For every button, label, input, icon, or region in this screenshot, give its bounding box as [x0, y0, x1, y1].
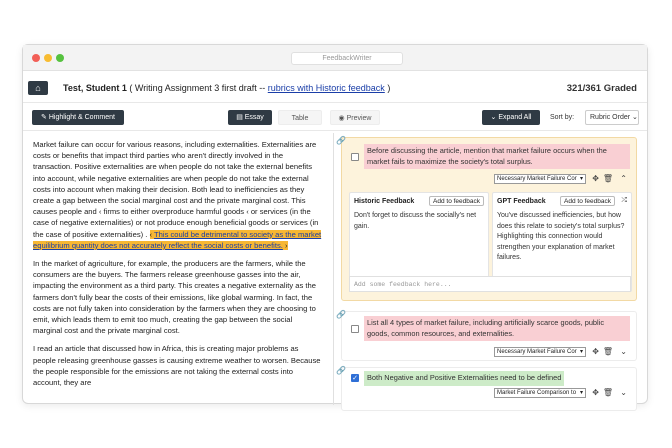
chevron-down-icon[interactable]: ⌄: [620, 388, 627, 397]
category-select[interactable]: Necessary Market Failure Cor ▾: [494, 174, 586, 184]
category-select[interactable]: Necessary Market Failure Cor ▾: [494, 347, 586, 357]
preview-button[interactable]: ◉ Preview: [330, 110, 380, 125]
student-heading: [63, 83, 390, 93]
link-icon[interactable]: 🔗: [336, 136, 346, 145]
add-gpt-feedback-button[interactable]: Add to feedback: [560, 196, 615, 206]
rubric-card: [336, 366, 637, 411]
essay-text: [23, 133, 333, 405]
chevron-down-icon: ⌄: [490, 114, 499, 121]
sort-select[interactable]: Rubric Order ⌄: [585, 110, 639, 125]
assignment-suffix: ): [387, 83, 391, 93]
move-icon[interactable]: ✥: [592, 347, 599, 356]
link-icon[interactable]: 🔗: [336, 310, 346, 319]
gpt-feedback-text: You've discussed inefficiencies, but how does this relate to society's total surplus? Highlighting this connection would strengthen your explanation of market failures.: [497, 212, 625, 261]
url-bar[interactable]: FeedbackWriter: [291, 52, 403, 65]
trash-icon[interactable]: 🗑: [602, 174, 613, 183]
chevron-down-icon[interactable]: ⌄: [620, 347, 627, 356]
rubric-checkbox-checked[interactable]: ✓: [352, 375, 358, 382]
shuffle-icon[interactable]: ⤮: [621, 197, 627, 204]
historic-feedback-text: Don't forget to discuss the socially's net gain.: [354, 212, 477, 230]
chevron-down-icon: ⌄: [632, 114, 638, 121]
graded-count: 321/361 Graded: [566, 83, 637, 94]
assignment-prefix: ( Writing Assignment 3 first draft --: [129, 83, 266, 93]
essay-paragraph: In the market of agriculture, for example, the producers are the farmers, while the consumers are the buyers. The farmers release greenhouse gasses into the air, impacting the environment as a third party. This creates a negative externality as the farmers don't fully bear the costs of their emissions, like global warming. In fact, the costs are not fully taken into consideration by the farmers when they are choosing to emit, which leads them to emit too much, creating the gap between the social marginal cost and the private marginal cost.: [33, 259, 316, 336]
rubric-link[interactable]: rubrics with Historic feedback: [267, 83, 385, 93]
rubric-checkbox[interactable]: [351, 325, 359, 333]
document-icon: ▤: [236, 114, 245, 121]
maximize-window-button[interactable]: [56, 54, 64, 62]
home-button[interactable]: [28, 81, 48, 95]
trash-icon[interactable]: 🗑: [602, 347, 613, 356]
minimize-window-button[interactable]: [44, 54, 52, 62]
rubric-card: [336, 136, 637, 301]
highlight-comment-button[interactable]: ✎ Highlight & Comment: [32, 110, 124, 125]
rubric-comment: List all 4 types of market failure, including artificially scarce goods, public goods, common resources, and externalities.: [364, 316, 630, 341]
title-bar: [23, 45, 647, 71]
rubric-checkbox[interactable]: [351, 153, 359, 161]
student-name: Test, Student 1: [63, 83, 127, 93]
chevron-up-icon[interactable]: ⌃: [620, 174, 627, 183]
home-icon: ⌂: [35, 83, 41, 93]
sort-label: Sort by:: [550, 114, 575, 121]
expand-all-button[interactable]: ⌄ Expand All: [482, 110, 540, 125]
gpt-feedback-title: GPT Feedback: [497, 198, 546, 205]
rubric-comment: Before discussing the article, mention that market failure occurs when the market fails to maximize the society's total surplus.: [364, 144, 630, 169]
essay-paragraph: I read an article that discussed how in Africa, this is creating major problems as people releasing greenhouse gasses is causing extreme weather to worsen. Because the people responsible for the emissions are not taking the external costs into account, they are: [33, 344, 321, 388]
page-header: [23, 71, 647, 103]
eye-icon: ◉: [338, 115, 347, 122]
table-view-button[interactable]: Table: [278, 110, 322, 125]
feedback-panel: [337, 137, 649, 405]
firms-tag[interactable]: ‹ firms: [98, 207, 120, 217]
panel-divider: [333, 133, 334, 405]
app-window: [22, 44, 648, 404]
historic-feedback-title: Historic Feedback: [354, 198, 415, 205]
rubric-comment: Both Negative and Positive Externalities need to be defined: [364, 371, 564, 386]
feedback-input[interactable]: Add some feedback here...: [349, 276, 631, 292]
link-icon[interactable]: 🔗: [336, 366, 346, 375]
toolbar: [23, 103, 647, 131]
pen-icon: ✎: [41, 114, 49, 121]
category-select[interactable]: Market Failure Comparison to ▾: [494, 388, 586, 398]
highlighted-passage[interactable]: ‹ This could be detrimental to society as the market equilibrium quantity does not accurately reflect the social costs or benefits. ›: [33, 229, 322, 250]
essay-view-button[interactable]: ▤ Essay: [228, 110, 272, 125]
close-window-button[interactable]: [32, 54, 40, 62]
move-icon[interactable]: ✥: [592, 388, 599, 397]
rubric-card: [336, 310, 637, 361]
add-historic-feedback-button[interactable]: Add to feedback: [429, 196, 484, 206]
move-icon[interactable]: ✥: [592, 174, 599, 183]
essay-paragraph: Market failure can occur for various reasons, including externalities. Externalities are costs or benefits that impact third parties who aren't directly involved in the transaction. Positive externalities are when people do not take the external benefits into account, while negative externalities are when people do not take the external costs into account when making their decision. Both lead to inefficiencies as they create a gap between the social marginal cost and the private marginal cost. This causes people and ‹ firms to either overproduce harmful goods ‹ or services (in the case of negative externalities) or not produce enough beneficial goods or services (in the case of positive externalities) . ‹ This could be detrimental to society as the market equilibrium quantity does not accurately reflect the social costs or benefits. ›: [33, 140, 322, 250]
trash-icon[interactable]: 🗑: [602, 388, 613, 397]
